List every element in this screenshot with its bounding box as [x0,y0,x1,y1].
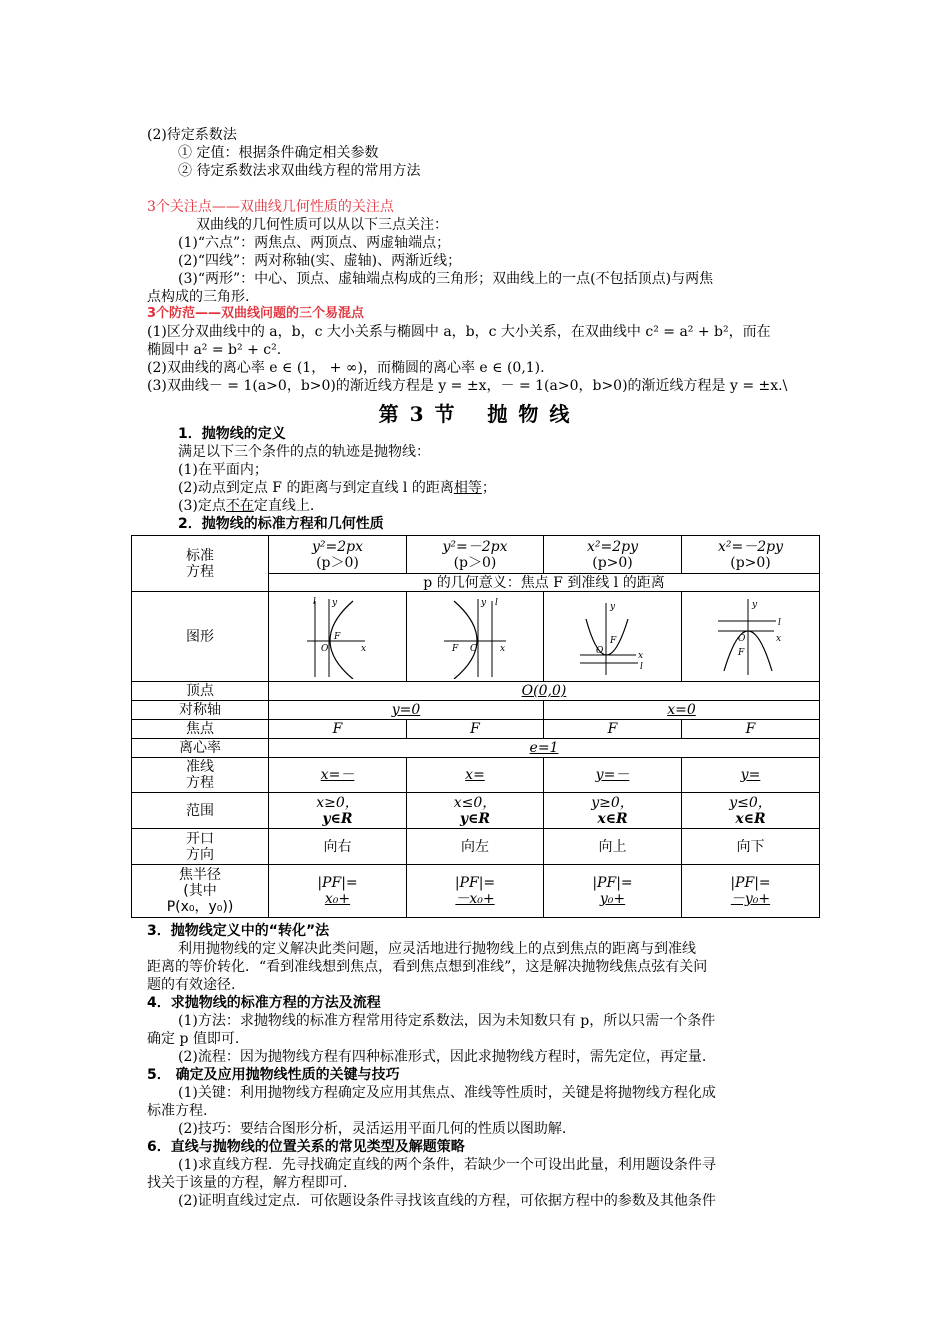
std-eq-label-1: 标准 [186,547,214,564]
s4-line-2: 确定 p 值即可. [147,1031,240,1047]
vertex-label: 顶点 [132,682,269,701]
opening-label-2: 方向 [186,846,214,863]
opening-value: 向左 [407,829,544,865]
s3-line-3: 题的有效途径. [147,977,236,993]
graph-up-opening [544,592,682,682]
s4-line-1: (1)方法：求抛物线的标准方程常用待定系数法，因为未知数只有 p，所以只需一个条件 [178,1013,716,1029]
focal-radius-cell [407,865,544,918]
focal-radius-cell [544,865,682,918]
s1-cond-2-text: (2)动点到定点 F 的距离与到定直线 l 的距离 [178,480,454,496]
focal-radius-cell [682,865,820,918]
directrix-value: y= [740,767,761,783]
guard3-point-1b: 椭圆中 a² = b² + c². [147,342,282,358]
label-x: x [775,633,781,644]
directrix-label [132,758,269,793]
graph-left-opening [407,592,544,682]
label-y: y [609,601,615,612]
focal-radius-label [132,865,269,918]
range-value-b: y∈R [322,810,353,827]
label-x: x [500,643,506,654]
focus-value: F [745,721,756,737]
std-eq: y²=－2px [442,538,508,555]
s1-cond-2-underlined: 相等 [453,480,482,496]
range-row [132,793,820,829]
s1-cond-3-end: 定直线上. [253,498,315,514]
std-eq-cond: (p＞0) [453,554,497,571]
eccentricity-row [132,739,820,758]
label-y: y [481,597,487,608]
guard3-point-3: (3)双曲线－ = 1(a>0，b>0)的渐近线方程是 y = ±x，－ = 1(a>0，b>0)的渐近线方程是 y = ±x.\ [147,378,788,394]
focal-radius-row [132,865,820,918]
std-eq-label-2: 方程 [186,563,214,580]
guard3-point-2: (2)双曲线的离心率 e ∈ (1， + ∞)，而椭圆的离心率 e ∈ (0,1). [147,360,545,376]
label-F: F [333,631,340,642]
opening-value: 向右 [269,829,407,865]
focal-radius-value-a: |PF|= [730,875,771,891]
range-value-a: x≤0， [453,794,497,811]
focal-radius-value-a: |PF|= [317,875,358,891]
focal-radius-label-3: P(x₀，y₀)) [166,899,234,915]
focus3-point-3a: (3)“两形”：中心、顶点、虚轴端点构成的三角形；双曲线上的一点(不包括顶点)与两焦 [178,271,714,287]
label-O: O [320,643,328,654]
directrix-value: y=－ [595,767,630,783]
graph-right-opening [269,592,407,682]
focus-row [132,720,820,739]
focus-label: 焦点 [132,720,269,739]
label-l: l [495,597,498,608]
graph-down-opening [682,592,820,682]
s1-cond-3-underlined: 不在 [225,498,254,514]
focal-radius-value-a: |PF|= [454,875,496,891]
focus-value: F [470,721,480,737]
opening-row [132,829,820,865]
directrix-label-1: 准线 [186,759,214,775]
label-F: F [737,647,744,658]
std-eq-cond: (p＞0) [316,554,359,571]
focal-radius-value-b: －y₀+ [730,891,771,907]
focus3-point-1: (1)“六点”：两焦点、两顶点、两虚轴端点； [178,235,451,251]
directrix-row [132,758,820,793]
std-eq-cond: (p>0) [592,554,633,571]
graph-row [132,592,820,682]
parabola-right-graph [301,595,375,679]
opening-label-1: 开口 [186,830,214,847]
s4-heading: 4．求抛物线的标准方程的方法及流程 [147,995,381,1011]
parabola-properties-table [131,535,820,918]
label-F: F [452,643,459,654]
label-O: O [595,645,603,656]
eccentricity-value: e=1 [529,740,559,756]
directrix-value: x=－ [320,767,355,783]
s6-line-2: 找关于该量的方程，解方程即可. [147,1175,348,1191]
range-value-b: x∈R [597,810,628,827]
label-y: y [331,597,337,608]
axis-value: y=0 [391,702,421,718]
guard3-point-1a: (1)区分双曲线中的 a，b，c 大小关系与椭圆中 a，b，c 大小关系，在双曲线中 c² = a² + b²，而在 [147,324,771,340]
std-eq-cell [544,536,682,574]
range-value-a: y≥0， [591,794,634,811]
range-cell [682,793,820,829]
s1-cond-2 [178,479,496,497]
std-eq-cell [407,536,544,574]
focus3-heading: 3个关注点——双曲线几何性质的关注点 [147,199,394,215]
vertex-value: O(0,0) [521,683,567,699]
p-meaning: p 的几何意义：焦点 F 到准线 l 的距离 [269,574,820,592]
axis-label: 对称轴 [132,701,269,720]
s5-heading: 5． 确定及应用抛物线性质的关键与技巧 [147,1067,400,1083]
s5-line-3: (2)技巧：要结合图形分析，灵活运用平面几何的性质以图助解. [178,1121,567,1137]
s4-line-3: (2)流程：因为抛物线方程有四种标准形式，因此求抛物线方程时，需先定位，再定量. [178,1049,707,1065]
guard3-heading: 3个防范——双曲线问题的三个易混点 [147,306,365,321]
label-O: O [737,633,745,644]
s5-line-1: (1)关键：利用抛物线方程确定及应用其焦点、准线等性质时，关键是将抛物线方程化成 [178,1085,716,1101]
focus3-point-3b: 点构成的三角形. [147,289,250,305]
s3-line-2: 距离的等价转化．“看到准线想到焦点，看到焦点想到准线”，这是解决抛物线焦点弦有关问 [147,959,708,975]
range-value-a: x≥0， [316,794,359,811]
focus3-point-2: (2)“四线”：两对称轴(实、虚轴)、两渐近线； [178,253,462,269]
label-O: O [470,643,478,654]
s5-line-2: 标准方程. [147,1103,208,1119]
parabola-left-graph [438,595,512,679]
range-cell [544,793,682,829]
graph-label: 图形 [132,592,269,682]
std-eq-cell [682,536,820,574]
std-eq: y²=2px [311,538,364,555]
s1-cond-3-text: (3)定点 [178,498,226,514]
std-eq-cond: (p>0) [730,554,771,571]
opening-label [132,829,269,865]
s3-heading: 3．抛物线定义中的“转化”法 [147,923,330,939]
range-cell [407,793,544,829]
focal-radius-label-1: 焦半径 [179,867,221,883]
axis-row [132,701,820,720]
section-title: 第 3 节 抛 物 线 [378,402,572,426]
s6-heading: 6．直线与抛物线的位置关系的常见类型及解题策略 [147,1139,465,1155]
top-line-1: (2)待定系数法 [147,127,237,143]
s1-cond-3 [178,497,314,515]
std-eq: x²=－2py [717,538,784,555]
label-l: l [777,617,781,628]
s2-heading: 2．抛物线的标准方程和几何性质 [178,516,384,532]
axis-value: x=0 [667,702,696,718]
s1-cond-2-end: ； [481,480,496,496]
std-eq-row [132,536,820,574]
directrix-label-2: 方程 [186,775,214,791]
s3-line-1: 利用抛物线的定义解决此类问题，应灵活地进行抛物线上的点到焦点的距离与到准线 [178,941,696,957]
eccentricity-label: 离心率 [132,739,269,758]
directrix-value: x= [465,767,485,783]
top-line-2: ① 定值：根据条件确定相关参数 [178,145,379,161]
focal-radius-value-a: |PF|= [592,875,633,891]
parabola-up-graph [576,595,650,679]
top-line-3: ② 待定系数法求双曲线方程的常用方法 [178,163,421,179]
s1-intro: 满足以下三个条件的点的轨迹是抛物线： [178,444,430,460]
opening-value: 向下 [682,829,820,865]
focal-radius-value-b: y₀+ [599,891,626,907]
std-eq-cell [269,536,407,574]
label-F: F [609,635,616,646]
label-l: l [639,661,643,672]
focal-radius-value-b: －x₀+ [455,891,495,907]
range-label: 范围 [132,793,269,829]
range-cell [269,793,407,829]
label-x: x [637,650,643,661]
parabola-down-graph [714,595,788,679]
focal-radius-cell [269,865,407,918]
range-value-b: x∈R [735,810,766,827]
label-y: y [751,599,757,610]
s6-line-1: (1)求直线方程．先寻找确定直线的两个条件，若缺少一个可设出此量，利用题设条件寻 [178,1157,716,1173]
opening-value: 向上 [544,829,682,865]
label-x: x [360,643,366,654]
s1-heading: 1．抛物线的定义 [178,426,286,442]
std-eq: x²=2py [586,538,639,555]
focal-radius-value-b: x₀+ [324,891,351,907]
s6-line-3: (2)证明直线过定点．可依题设条件寻找该直线的方程，可依据方程中的参数及其他条件 [178,1193,716,1209]
focal-radius-label-2: (其中 [183,883,217,899]
vertex-row [132,682,820,701]
focus-value: F [332,721,343,737]
s1-cond-1: (1)在平面内； [178,462,268,478]
std-eq-label [132,536,269,592]
label-l: l [312,596,316,607]
focus-value: F [607,721,618,737]
range-value-b: y∈R [459,810,491,827]
range-value-a: y≤0， [729,794,772,811]
focus3-intro: 双曲线的几何性质可以从以下三点关注： [196,217,448,233]
